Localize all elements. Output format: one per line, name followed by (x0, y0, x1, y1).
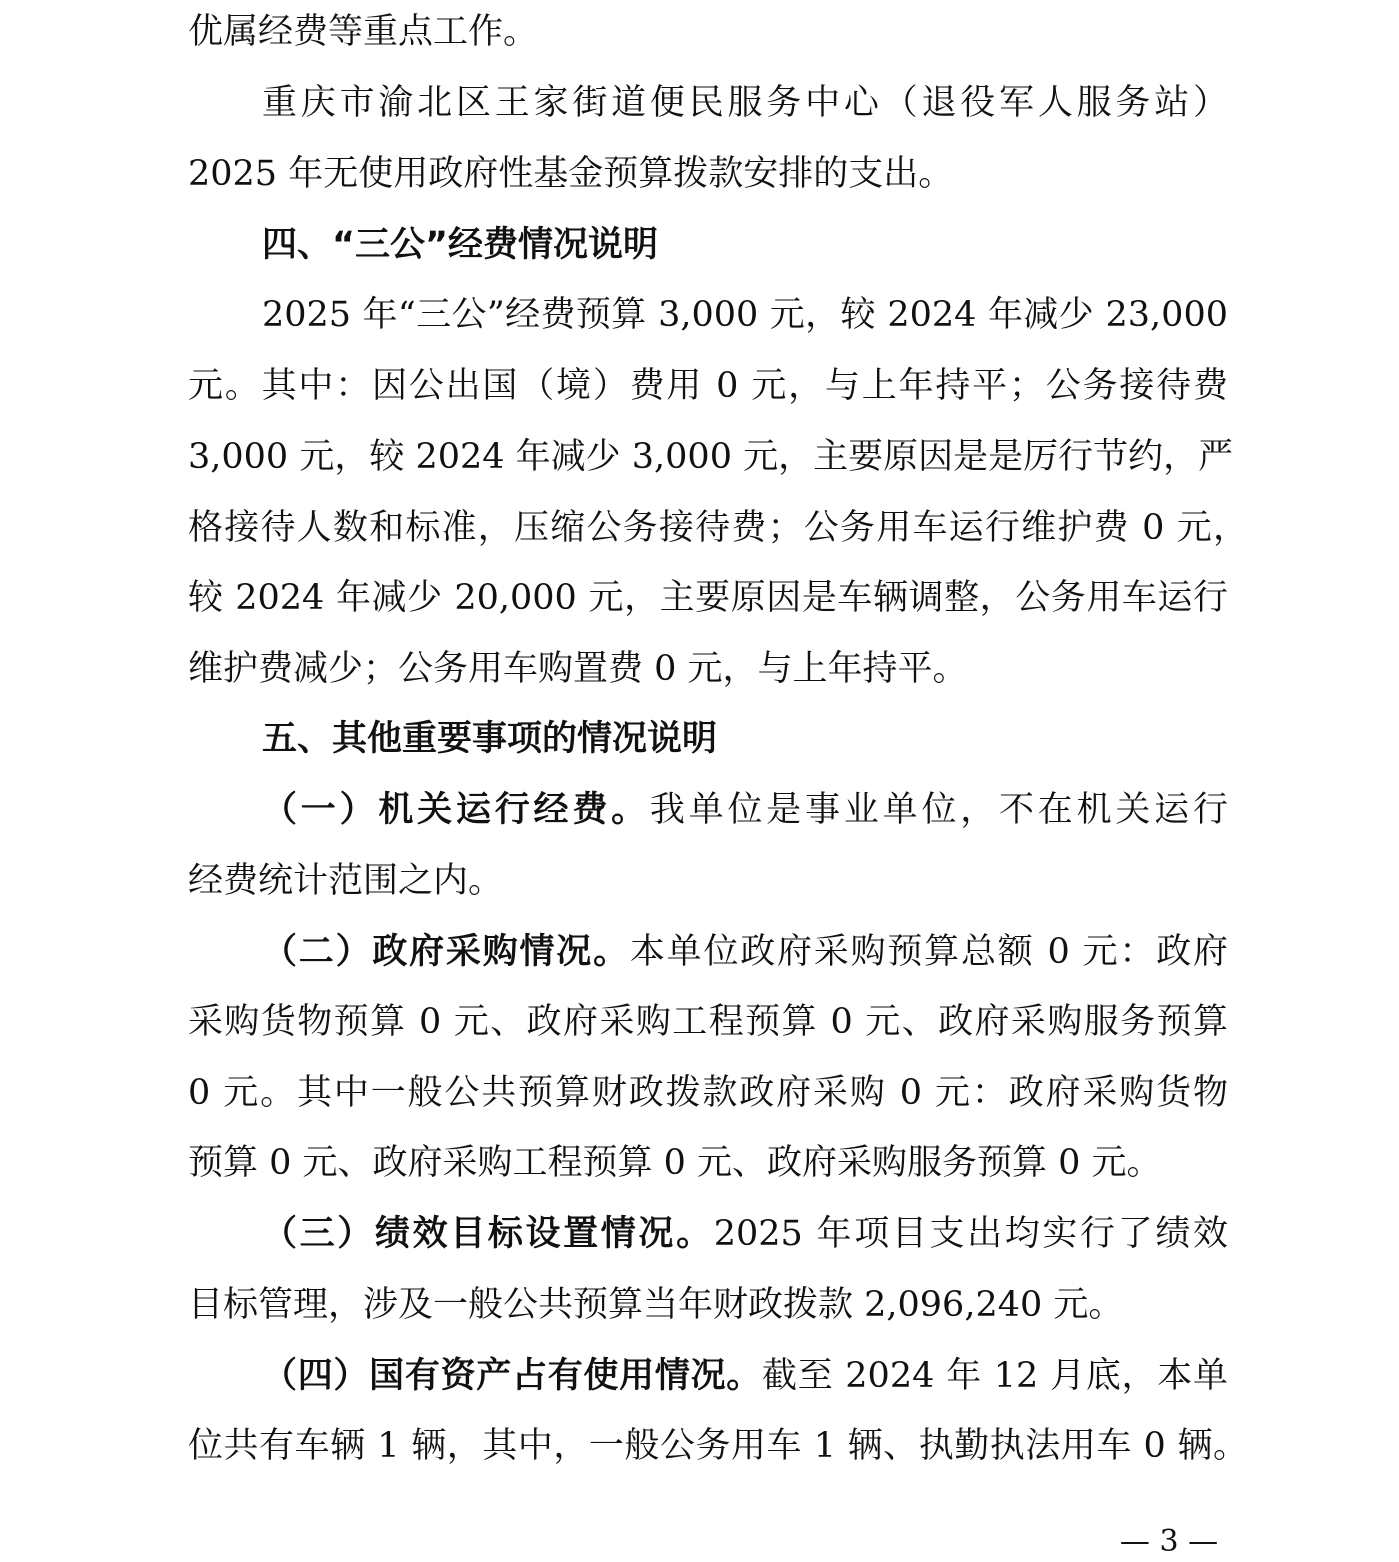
paragraph-text: 本单位政府采购预算总额 0 元：政府 (629, 932, 1228, 972)
paragraph-line: 位共有车辆 1 辆，其中，一般公务用车 1 辆、执勤执法用车 0 辆。 (188, 1426, 1248, 1466)
paragraph-text: 截至 2024 年 12 月底，本单 (762, 1356, 1228, 1396)
page-number: — 3 — (1119, 1524, 1219, 1559)
subheading-3: （三）绩效目标设置情况。 (262, 1214, 714, 1254)
paragraph-line (262, 922, 1228, 982)
section-heading-4: 四、“三公”经费情况说明 (262, 225, 659, 265)
paragraph-text: 我单位是事业单位，不在机关运行 (649, 790, 1228, 830)
paragraph-line: 2025 年无使用政府性基金预算拨款安排的支出。 (188, 154, 954, 194)
paragraph-line (262, 1346, 1228, 1406)
section-heading-5: 五、其他重要事项的情况说明 (262, 719, 718, 759)
subheading-2: （二）政府采购情况。 (262, 932, 630, 972)
paragraph-line: 3,000 元，较 2024 年减少 3,000 元，主要原因是是厉行节约，严 (188, 437, 1234, 477)
paragraph-line: 2025 年“三公”经费预算 3,000 元，较 2024 年减少 23,000 (262, 295, 1228, 335)
paragraph-line: 经费统计范围之内。 (188, 861, 504, 901)
paragraph-line: 格接待人数和标准，压缩公务接待费；公务用车运行维护费 0 元， (188, 508, 1248, 548)
paragraph-line: 元。其中：因公出国（境）费用 0 元，与上年持平；公务接待费 (188, 366, 1228, 406)
subheading-4: （四）国有资产占有使用情况。 (262, 1356, 763, 1396)
paragraph-line: 较 2024 年减少 20,000 元，主要原因是车辆调整，公务用车运行 (188, 578, 1228, 618)
paragraph-line: 优属经费等重点工作。 (188, 12, 539, 52)
paragraph-line: 预算 0 元、政府采购工程预算 0 元、政府采购服务预算 0 元。 (188, 1143, 1162, 1183)
paragraph-line: 维护费减少；公务用车购置费 0 元，与上年持平。 (188, 649, 968, 689)
paragraph-line (262, 780, 1228, 840)
paragraph-line: 0 元。其中一般公共预算财政拨款政府采购 0 元：政府采购货物 (188, 1073, 1228, 1113)
paragraph-line: 重庆市渝北区王家街道便民服务中心（退役军人服务站） (262, 83, 1228, 123)
paragraph-line (262, 1204, 1228, 1264)
paragraph-text: 2025 年项目支出均实行了绩效 (713, 1214, 1228, 1254)
paragraph-line: 采购货物预算 0 元、政府采购工程预算 0 元、政府采购服务预算 (188, 1002, 1228, 1042)
subheading-1: （一）机关运行经费。 (262, 790, 650, 830)
paragraph-line: 目标管理，涉及一般公共预算当年财政拨款 2,096,240 元。 (188, 1285, 1124, 1325)
